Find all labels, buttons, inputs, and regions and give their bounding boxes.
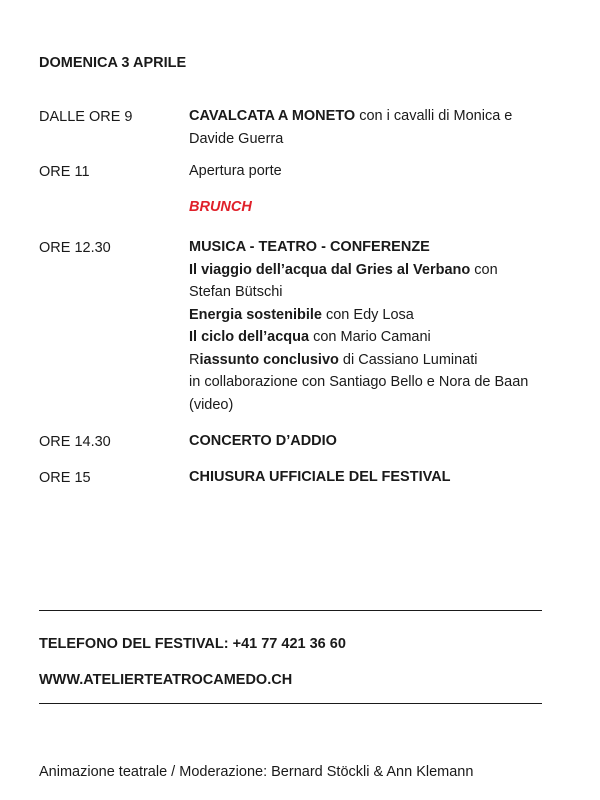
time-label: ORE 12.30 [39, 240, 111, 256]
event-chiusura: CHIUSURA UFFICIALE DEL FESTIVAL [189, 469, 451, 485]
event-title: CAVALCATA A MONETO [189, 108, 356, 124]
time-label: DALLE ORE 9 [39, 109, 133, 125]
event-detail: Davide Guerra [189, 130, 284, 147]
event-apertura: Apertura porte [189, 163, 282, 179]
event-conferenze [189, 236, 559, 416]
talk-title: Il viaggio dell’acqua dal Gries al Verbano [189, 261, 471, 278]
talk-note: in collaborazione con Santiago Bello e Nora de Baan [189, 374, 529, 390]
time-label: ORE 15 [39, 470, 91, 486]
page-title: DOMENICA 3 APRILE [39, 55, 187, 71]
talk-title: Energia sostenibile [189, 306, 322, 323]
talk-title: iassunto conclusivo [199, 351, 339, 368]
time-label: ORE 14.30 [39, 434, 111, 450]
event-cavalcata [189, 105, 559, 150]
festival-phone: TELEFONO DEL FESTIVAL: +41 77 421 36 60 [39, 636, 346, 652]
talk-note: (video) [189, 396, 234, 413]
talk-speaker: di Cassiano Luminati [338, 351, 478, 368]
footer-credits: Animazione teatrale / Moderazione: Bernard Stöckli & Ann Klemann [39, 764, 474, 780]
divider-top [39, 610, 542, 611]
talk-title-initial: R [189, 351, 200, 368]
event-detail: con i cavalli di Monica e [355, 108, 513, 124]
divider-bottom [39, 703, 542, 704]
time-label: ORE 11 [39, 164, 90, 180]
festival-website: WWW.ATELIERTEATROCAMEDO.CH [39, 672, 293, 688]
talk-speaker: con Edy Losa [321, 306, 414, 323]
talk-speaker: con [470, 261, 498, 278]
talk-speaker: con Mario Camani [309, 329, 431, 345]
event-concerto: CONCERTO D’ADDIO [189, 433, 337, 449]
brunch-label: BRUNCH [189, 199, 252, 215]
event-title: MUSICA - TEATRO - CONFERENZE [189, 239, 430, 255]
talk-title: Il ciclo dell’acqua [189, 329, 310, 345]
talk-speaker: Stefan Bütschi [189, 284, 283, 300]
